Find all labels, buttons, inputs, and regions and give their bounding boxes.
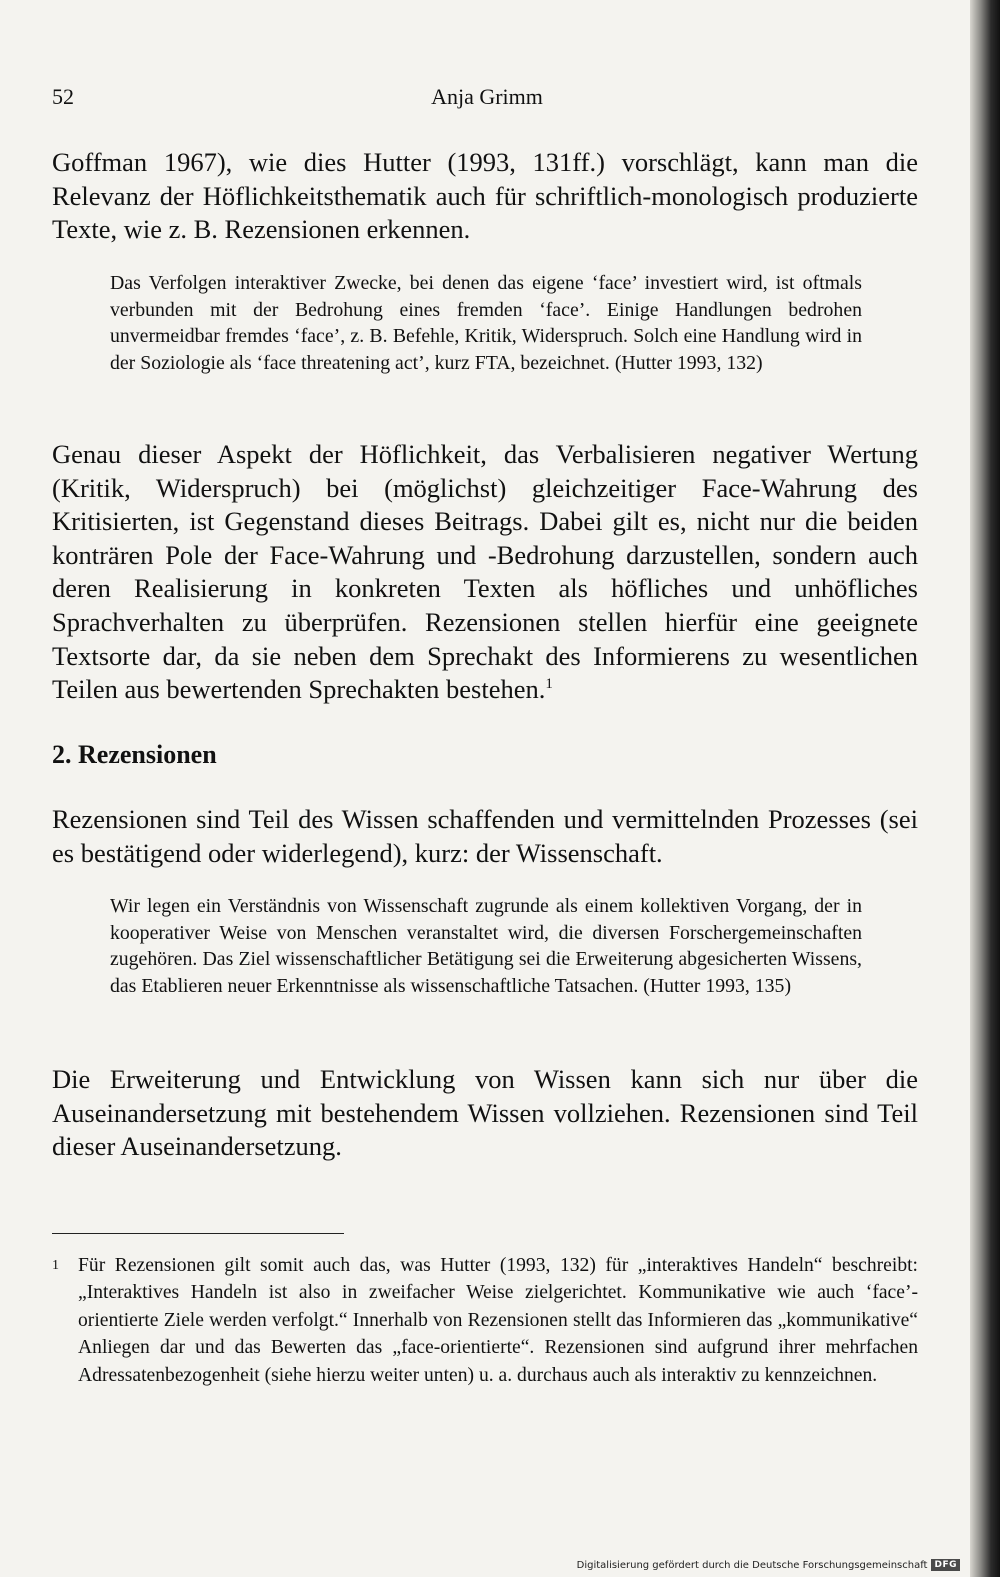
running-head: Anja Grimm	[431, 84, 543, 109]
scan-edge-shadow	[970, 0, 1000, 1577]
body-paragraph-3: Rezensionen sind Teil des Wissen schaffenden und vermittelnden Prozesses (sei es bestätigend oder widerlegend), kurz: der Wissenschaft.	[52, 804, 918, 868]
block-quote-2: Wir legen ein Verständnis von Wissenschaft zugrunde als einem kollektiven Vorgang, der in kooperativer Weise von Menschen veranstaltet wird, die diversen Forschergemeinschaften zugehören. Das Ziel wissenschaftlicher Betätigung sei die Erweiterung abgesicherten Wissens, das Etablieren neuer Erkenntnisse als wissenschaftliche Tatsachen. (Hutter 1993, 135)	[110, 895, 862, 997]
footnote-reference: 1	[545, 676, 553, 693]
footnote-marker: 1	[52, 1258, 59, 1273]
page-header	[52, 84, 922, 114]
footnote	[52, 1252, 918, 1389]
section-heading: 2. Rezensionen	[52, 740, 217, 769]
digitization-credit	[577, 1555, 960, 1575]
footnote-rule	[52, 1233, 344, 1234]
body-paragraph-4: Die Erweiterung und Entwicklung von Wissen kann sich nur über die Auseinandersetzung mit bestehendem Wissen vollziehen. Rezensionen sind Teil dieser Auseinandersetzung.	[52, 1064, 918, 1162]
body-paragraph-1: Goffman 1967), wie dies Hutter (1993, 131ff.) vorschlägt, kann man die Relevanz der Höflichkeitsthematik auch für schriftlich-monologisch produzierte Texte, wie z. B. Rezensionen erkennen.	[52, 147, 918, 245]
page-number: 52	[52, 84, 74, 109]
body-paragraph-2-text: Genau dieser Aspekt der Höflichkeit, das Verbalisieren negativer Wertung (Kritik, Widerspruch) bei (möglichst) gleichzeitiger Face-Wahrung des Kritisierten, ist Gegenstand dieses Beitrags. Dabei gilt es, nicht nur die beiden konträren Pole der Face-Wahrung und -Bedrohung darzustellen, sondern auch deren Realisierung in konkreten Texten als höfliches und unhöfliches Sprachverhalten zu überprüfen. Rezensionen stellen hierfür eine geeignete Textsorte dar, da sie neben dem Sprechakt des Informierens zu wesentlichen Teilen aus bewertenden Sprechakten bestehen.	[52, 439, 918, 705]
dfg-logo: DFG	[931, 1559, 960, 1571]
footnote-text: Für Rezensionen gilt somit auch das, was Hutter (1993, 132) für „interaktives Handeln“ beschreibt: „Interaktives Handeln ist also in zweifacher Weise zielgerichtet. Kommunikative wie auch ‘face’-orientierte Ziele werden verfolgt.“ Innerhalb von Rezensionen stellt das Informieren das „kommunikative“ Anliegen dar und das Bewerten das „face-orientierte“. Rezensionen sind aufgrund ihrer mehrfachen Adressatenbezogenheit (siehe hierzu weiter unten) u. a. durchaus auch als interaktiv zu kennzeichnen.	[78, 1255, 918, 1386]
body-paragraph-2	[52, 438, 918, 707]
block-quote-1: Das Verfolgen interaktiver Zwecke, bei denen das eigene ‘face’ investiert wird, ist oftmals verbunden mit der Bedrohung eines fremden ‘face’. Einige Handlungen bedrohen unvermeidbar fremdes ‘face’, z. B. Befehle, Kritik, Widerspruch. Solch eine Handlung wird in der Soziologie als ‘face threatening act’, kurz FTA, bezeichnet. (Hutter 1993, 132)	[110, 272, 862, 374]
credit-text: Digitalisierung gefördert durch die Deutsche Forschungsgemeinschaft	[576, 1559, 928, 1571]
